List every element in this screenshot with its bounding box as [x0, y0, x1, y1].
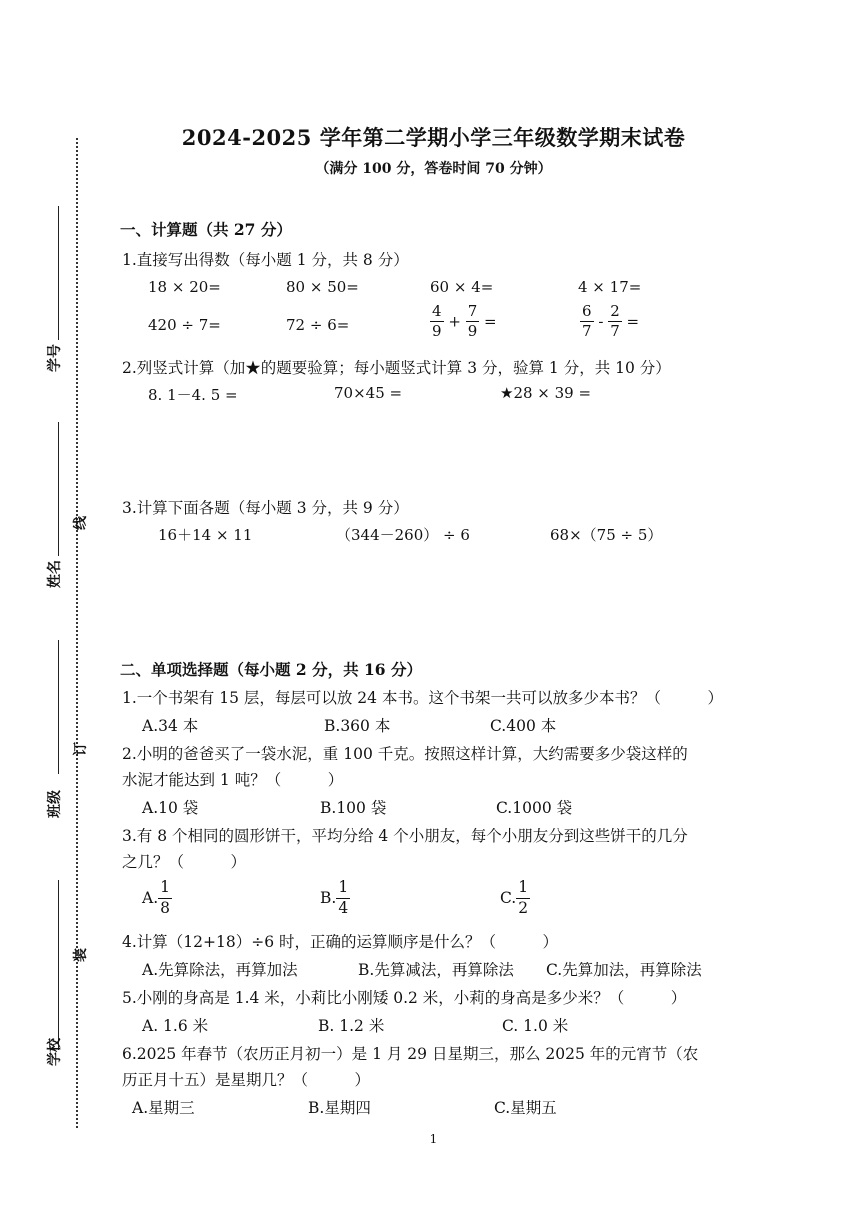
s2-q2-option: B.100 袋: [320, 799, 387, 817]
s1-q1-fraction-add: $\frac{4}{9}$ + $\frac{7}{9}$ =: [432, 302, 497, 340]
s1-q2-label: 2.列竖式计算（加★的题要验算；每小题竖式计算 3 分，验算 1 分，共 10 分）: [122, 359, 671, 377]
s2-q5-option: C. 1.0 米: [502, 1017, 569, 1035]
s2-q3-option-b: B. $\frac{1}{4}$: [320, 878, 349, 917]
label-xuexiao: 学校: [47, 1038, 63, 1066]
xuehao-underline: [58, 206, 59, 340]
section2-heading: 二、单项选择题（每小题 2 分，共 16 分）: [120, 660, 422, 679]
s2-q3-option-a: A. $\frac{1}{8}$: [142, 878, 170, 917]
xingming-underline: [58, 422, 59, 556]
s2-q6-option: B.星期四: [308, 1099, 371, 1117]
s2-q4-option: A.先算除法，再算加法: [142, 961, 298, 979]
s2-q5-text: 5.小刚的身高是 1.4 米，小莉比小刚矮 0.2 米，小莉的身高是多少米？（ ）: [122, 989, 687, 1007]
s2-q2-line2: 水泥才能达到 1 吨？（ ）: [122, 771, 344, 789]
label-xuehao: 学号: [47, 344, 63, 372]
s2-q6-option: C.星期五: [494, 1099, 557, 1117]
s1-q3-label: 3.计算下面各题（每小题 3 分，共 9 分）: [122, 499, 409, 517]
s2-q6-option: A.星期三: [132, 1099, 195, 1117]
s2-q4-text: 4.计算（12+18）÷6 时，正确的运算顺序是什么？（ ）: [122, 933, 558, 951]
exam-subtitle: （满分 100 分，答卷时间 70 分钟）: [315, 161, 552, 177]
label-banji: 班级: [47, 790, 63, 818]
fraction: $\frac{1}{2}$: [518, 878, 529, 917]
fraction: $\frac{1}{8}$: [160, 878, 170, 917]
fraction: $\frac{1}{4}$: [338, 878, 349, 917]
binding-dotted-line: [76, 138, 78, 1128]
fraction: $\frac{4}{9}$: [432, 302, 442, 340]
fraction: $\frac{6}{7}$: [582, 302, 592, 340]
s2-q1-option: B.360 本: [324, 717, 391, 735]
s2-q4-option: B.先算减法，再算除法: [358, 961, 514, 979]
s2-q1-option: A.34 本: [142, 717, 199, 735]
s1-q3-item: 68×（75 ÷ 5）: [550, 526, 663, 544]
s1-q2-item: 70×45 =: [334, 384, 403, 402]
fraction: $\frac{2}{7}$: [610, 302, 620, 340]
label-ding: 订: [73, 742, 89, 756]
banji-underline: [58, 640, 59, 774]
s1-q1-label: 1.直接写出得数（每小题 1 分，共 8 分）: [122, 251, 409, 269]
label-xingming: 姓名: [47, 560, 63, 588]
exam-title: 2024-2025 学年第二学期小学三年级数学期末试卷: [181, 125, 686, 150]
s1-q2-item: ★28 × 39 =: [500, 384, 592, 402]
s1-q2-item: 8. 1－4. 5 =: [148, 386, 238, 404]
s2-q2-line1: 2.小明的爸爸买了一袋水泥，重 100 千克。按照这样计算，大约需要多少袋这样的: [122, 745, 688, 763]
s1-q3-item: （344－260） ÷ 6: [336, 526, 470, 544]
s2-q2-option: C.1000 袋: [496, 799, 573, 817]
s2-q2-option: A.10 袋: [142, 799, 199, 817]
s2-q4-option: C.先算加法，再算除法: [546, 961, 702, 979]
s1-q1-fraction-sub: $\frac{6}{7}$ - $\frac{2}{7}$ =: [582, 302, 640, 340]
s1-q1-item: 72 ÷ 6=: [286, 316, 350, 334]
label-xian: 线: [73, 516, 89, 530]
section1-heading: 一、计算题（共 27 分）: [120, 220, 292, 239]
label-zhuang: 装: [73, 948, 89, 962]
fraction: $\frac{7}{9}$: [467, 302, 478, 340]
s2-q3-line1: 3.有 8 个相同的圆形饼干，平均分给 4 个小朋友，每个小朋友分到这些饼干的几分: [122, 827, 688, 845]
page-number: 1: [429, 1132, 438, 1146]
s1-q1-item: 420 ÷ 7=: [148, 316, 221, 334]
s1-q1-item: 4 × 17=: [578, 278, 642, 296]
s2-q3-line2: 之几？（ ）: [122, 853, 247, 871]
xuexiao-underline: [58, 880, 59, 1050]
s2-q3-option-c: C. $\frac{1}{2}$: [500, 878, 529, 917]
s2-q5-option: B. 1.2 米: [318, 1017, 385, 1035]
s2-q6-line1: 6.2025 年春节（农历正月初一）是 1 月 29 日星期三，那么 2025 年的元宵节（农: [122, 1045, 699, 1063]
s2-q5-option: A. 1.6 米: [142, 1017, 209, 1035]
s1-q1-item: 60 × 4=: [430, 278, 494, 296]
s1-q3-item: 16＋14 × 11: [158, 526, 253, 544]
s2-q1-option: C.400 本: [490, 717, 557, 735]
s1-q1-item: 18 × 20=: [148, 278, 221, 296]
s1-q1-item: 80 × 50=: [286, 278, 359, 296]
s2-q6-line2: 历正月十五）是星期几？（ ）: [122, 1071, 371, 1089]
s2-q1-text: 1.一个书架有 15 层，每层可以放 24 本书。这个书架一共可以放多少本书？（ ）: [122, 689, 723, 707]
